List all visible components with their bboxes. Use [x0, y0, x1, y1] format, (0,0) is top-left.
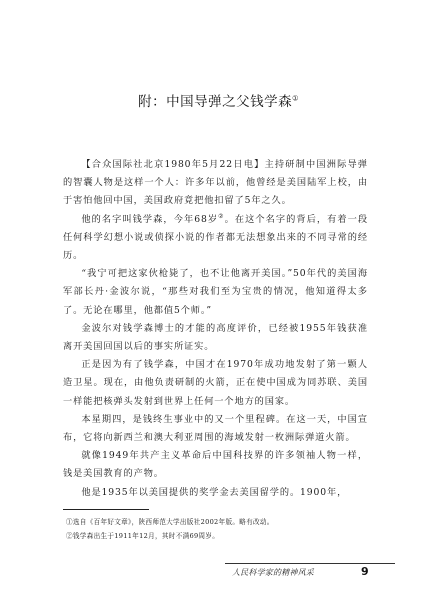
paragraph-3	[63, 265, 368, 320]
footnote-1: ①选自《百年好文章》，陕西师范大学出版社2002年版。略有改动。	[66, 518, 274, 526]
title-text: 附：中国导弹之父钱学森	[138, 94, 293, 110]
paragraph-2-text: 他的名字叫钱学森，今年68岁	[81, 213, 219, 225]
paragraph-6-text: 本星期四，是钱终生事业中的又一个里程碑。在这一天，中国宣布，它将向新西兰和澳大利亚周围的海域发射一枚洲际弹道火箭。	[63, 413, 368, 444]
paragraph-7	[63, 447, 368, 483]
paragraph-1-text: 【合众国际社北京1980年5月22日电】主持研制中国洲际导弹的智囊人物是这样一个人：许多年以前，他曾经是美国陆军上校，由于害怕他回中国，美国政府竟把他扣留了5年之久。	[63, 159, 368, 207]
title-footnote-mark: ①	[292, 94, 299, 103]
paragraph-4	[63, 320, 368, 356]
footnote-mark-2: ②	[218, 212, 225, 220]
article-body	[63, 156, 368, 502]
paragraph-5-text: 正是因为有了钱学森，中国才在1970年成功地发射了第一颗人造卫星。现在，由他负责研制的火箭，正在使中国成为同苏联、美国一样能把核弹头发射到世界上任何一个地方的国家。	[63, 359, 368, 407]
paragraph-2	[63, 211, 368, 266]
paragraph-8	[63, 484, 368, 502]
paragraph-5	[63, 356, 368, 411]
footnotes	[66, 516, 366, 543]
running-footer: 人民科学家的精神风采	[232, 568, 314, 577]
page-number: 9	[361, 565, 369, 578]
paragraph-2-text-cont: 。在这个名字的背后，有着一段任何科学幻想小说或侦探小说的作者都无法想象出来的不同寻常的经历。	[63, 213, 368, 262]
paragraph-6	[63, 411, 368, 447]
paragraph-7-text: 就像1949年共产主义革命后中国科技界的许多领袖人物一样，钱是美国教育的产物。	[63, 450, 368, 480]
footnote-2: ②钱学森出生于1911年12月，其时不满69周岁。	[66, 531, 220, 540]
paragraph-3-text: “我宁可把这家伙枪毙了，也不让他离开美国。”50年代的美国海军部长丹·金波尔说，“那些对我们至为宝贵的情况，他知道得太多了。无论在哪里，他都值5个师。”	[63, 268, 368, 316]
page-title	[0, 90, 437, 110]
footnote-divider	[63, 509, 149, 510]
paragraph-8-text: 他是1935年以美国提供的奖学金去美国留学的。1900年，	[81, 486, 348, 498]
footer-divider	[225, 563, 395, 564]
paragraph-1	[63, 156, 368, 211]
paragraph-4-text: 金波尔对钱学森博士的才能的高度评价，已经被1955年钱获准离开美国回国以后的事实所证实。	[63, 322, 368, 353]
